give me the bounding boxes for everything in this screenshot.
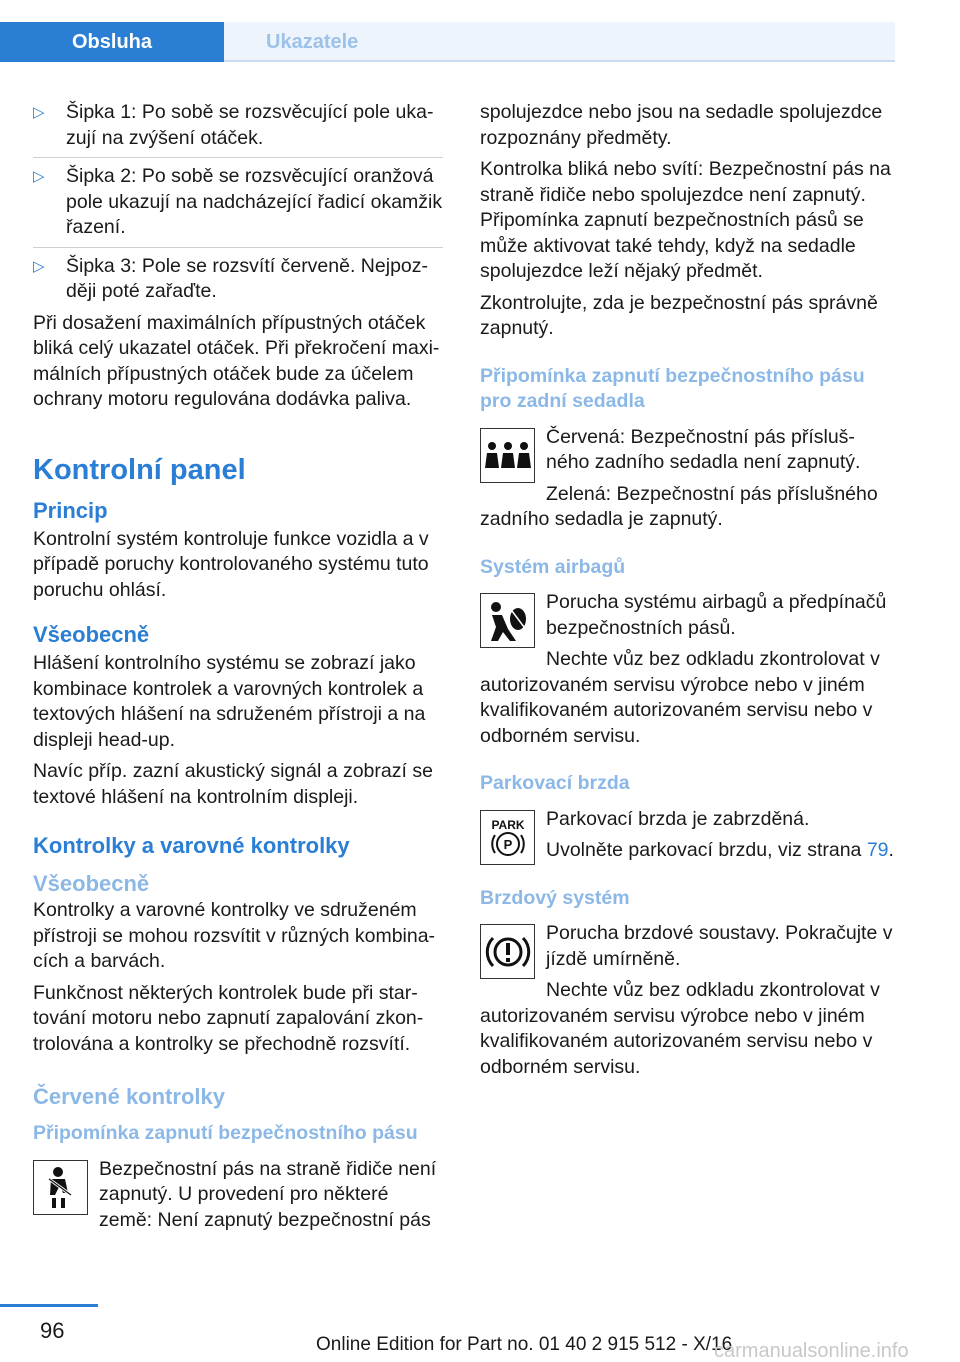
list-item bbox=[33, 254, 443, 305]
subsection-title: Princip bbox=[33, 497, 108, 523]
paragraph: Při dosažení maximálních přípustných otáček bliká celý ukazatel otáček. Při překročení maxi‐ málních přípustných otáček bude za účelem ochrany motoru regulována dodávka paliva. bbox=[33, 311, 440, 410]
bullet-text: Šipka 1: Po sobě se rozsvěcující pole uka‐ zují na zvýšení otáček. bbox=[66, 101, 434, 149]
subsection-title: Všeobecně bbox=[33, 871, 150, 896]
divider bbox=[33, 157, 443, 158]
paragraph: Porucha systému airbagů a předpínačů bezpečnostních pásů. bbox=[546, 591, 887, 639]
bullet-text: Šipka 3: Pole se rozsvítí červeně. Nejpoz‐ ději poté zařaďte. bbox=[66, 254, 428, 302]
subsection-title: Parkovací brzda bbox=[480, 772, 630, 794]
brake-system-icon bbox=[480, 924, 535, 979]
page-link[interactable]: 79 bbox=[866, 839, 889, 861]
subsection-title: Připomínka zapnutí bezpečnostního pásu pro zadní sedadla bbox=[480, 364, 865, 412]
paragraph: Zelená: Bezpečnostní pás příslušného zadního sedadla je zapnutý. bbox=[480, 482, 878, 530]
park-release-text: Uvolněte parkovací brzdu, viz strana bbox=[546, 839, 862, 861]
paragraph: Bezpečnostní pás na straně řidiče není zapnutý. U provedení pro některé země: Není zapnutý bezpečnostní pás bbox=[99, 1157, 437, 1231]
left-column bbox=[33, 100, 443, 1239]
tab-ukazatele[interactable]: Ukazatele bbox=[224, 22, 895, 62]
paragraph: Hlášení kontrolního systému se zobrazí jako kombinace kontrolek a varovných kontrolek a textových hlášení na sdruženém přístroji a na displeji head-up. bbox=[33, 652, 426, 751]
page-number: 96 bbox=[40, 1318, 65, 1343]
edition-text: Online Edition for Part no. 01 40 2 915 512 - X/16 bbox=[316, 1334, 733, 1355]
paragraph: Funkčnost některých kontrolek bude při star‐ tování motoru nebo zapnutí zapalování zkon‐ trolována a kontrolky se přechodně rozsvítí. bbox=[33, 981, 424, 1055]
paragraph: Parkovací brzda je zabrzděná. bbox=[546, 807, 810, 830]
subsection-title: Kontrolky a varovné kontrolky bbox=[33, 833, 350, 858]
indicator-entry bbox=[33, 1157, 443, 1234]
list-item bbox=[33, 164, 443, 241]
header bbox=[0, 0, 895, 62]
paragraph: Zkontrolujte, zda je bezpečnostní pás správně zapnutý. bbox=[480, 291, 878, 339]
rear-seatbelt-icon bbox=[480, 428, 535, 483]
paragraph: spolujezdce nebo jsou na sedadle spolujezdce rozpoznány předměty. bbox=[480, 101, 883, 149]
right-column bbox=[480, 100, 900, 1086]
period: . bbox=[888, 839, 894, 861]
paragraph: Kontrolní systém kontroluje funkce vozidla a v případě poruchy kontrolovaného systému tuto poruchu ohlásí. bbox=[33, 527, 429, 601]
tab-obsluha[interactable]: Obsluha bbox=[0, 22, 224, 62]
header-divider bbox=[224, 60, 895, 62]
indicator-entry bbox=[480, 807, 900, 864]
indicator-entry bbox=[480, 921, 900, 972]
paragraph: Nechte vůz bez odkladu zkontrolovat v autorizovaném servisu výrobce nebo v jiném kvalifikovaném autorizovaném servisu nebo v odborném servisu. bbox=[480, 979, 880, 1078]
paragraph: Kontrolky a varovné kontrolky ve sdruženém přístroji se mohou rozsvítit v různých kombina‐ cích a barvách. bbox=[33, 899, 436, 972]
indicator-entry bbox=[480, 590, 900, 641]
paragraph: Nechte vůz bez odkladu zkontrolovat v autorizovaném servisu výrobce nebo v jiném kvalifikovaném autorizovaném servisu nebo v odborném servisu. bbox=[480, 648, 880, 747]
paragraph: Kontrolka bliká nebo svítí: Bezpečnostní pás na straně řidiče nebo spolujezdce není zapnutý. Připomínka zapnutí bezpečnostních pásů se může aktivovat také tehdy, když na sedadle spolujezdce leží nějaký předmět. bbox=[480, 158, 891, 282]
paragraph bbox=[546, 838, 900, 864]
seatbelt-reminder-icon bbox=[33, 1160, 88, 1215]
subsection-title: Připomínka zapnutí bezpečnostního pásu bbox=[33, 1122, 418, 1144]
paragraph: Červená: Bezpečnostní pás přísluš‐ ného zadního sedadla není zapnutý. bbox=[546, 425, 861, 473]
list-item bbox=[33, 100, 443, 151]
triangle-right-icon: ▷ bbox=[33, 168, 45, 185]
paragraph: Navíc příp. zazní akustický signál a zobrazí se textové hlášení na kontrolním displeji. bbox=[33, 760, 433, 808]
section-title: Kontrolní panel bbox=[33, 453, 246, 486]
paragraph: Porucha brzdové soustavy. Pokračujte v jízdě umírněně. bbox=[546, 922, 893, 970]
svg-text:P: P bbox=[503, 837, 512, 852]
subsection-title: Všeobecně bbox=[33, 622, 150, 647]
triangle-right-icon: ▷ bbox=[33, 257, 45, 275]
triangle-right-icon: ▷ bbox=[33, 104, 45, 121]
subsection-title: Červené kontrolky bbox=[33, 1084, 225, 1109]
subsection-title: Systém airbagů bbox=[480, 555, 626, 578]
watermark: carmanualsonline.info bbox=[714, 1340, 909, 1362]
parking-brake-icon bbox=[480, 810, 535, 865]
divider bbox=[33, 247, 443, 248]
airbag-icon bbox=[480, 593, 535, 648]
park-label: PARK bbox=[490, 818, 525, 832]
subsection-title: Brzdový systém bbox=[480, 886, 630, 909]
bullet-text: Šipka 2: Po sobě se rozsvěcující oranžová pole ukazují na nadcházející řadicí okamžik řazení. bbox=[66, 165, 443, 238]
indicator-entry bbox=[480, 425, 900, 476]
footer-divider bbox=[0, 1304, 98, 1307]
